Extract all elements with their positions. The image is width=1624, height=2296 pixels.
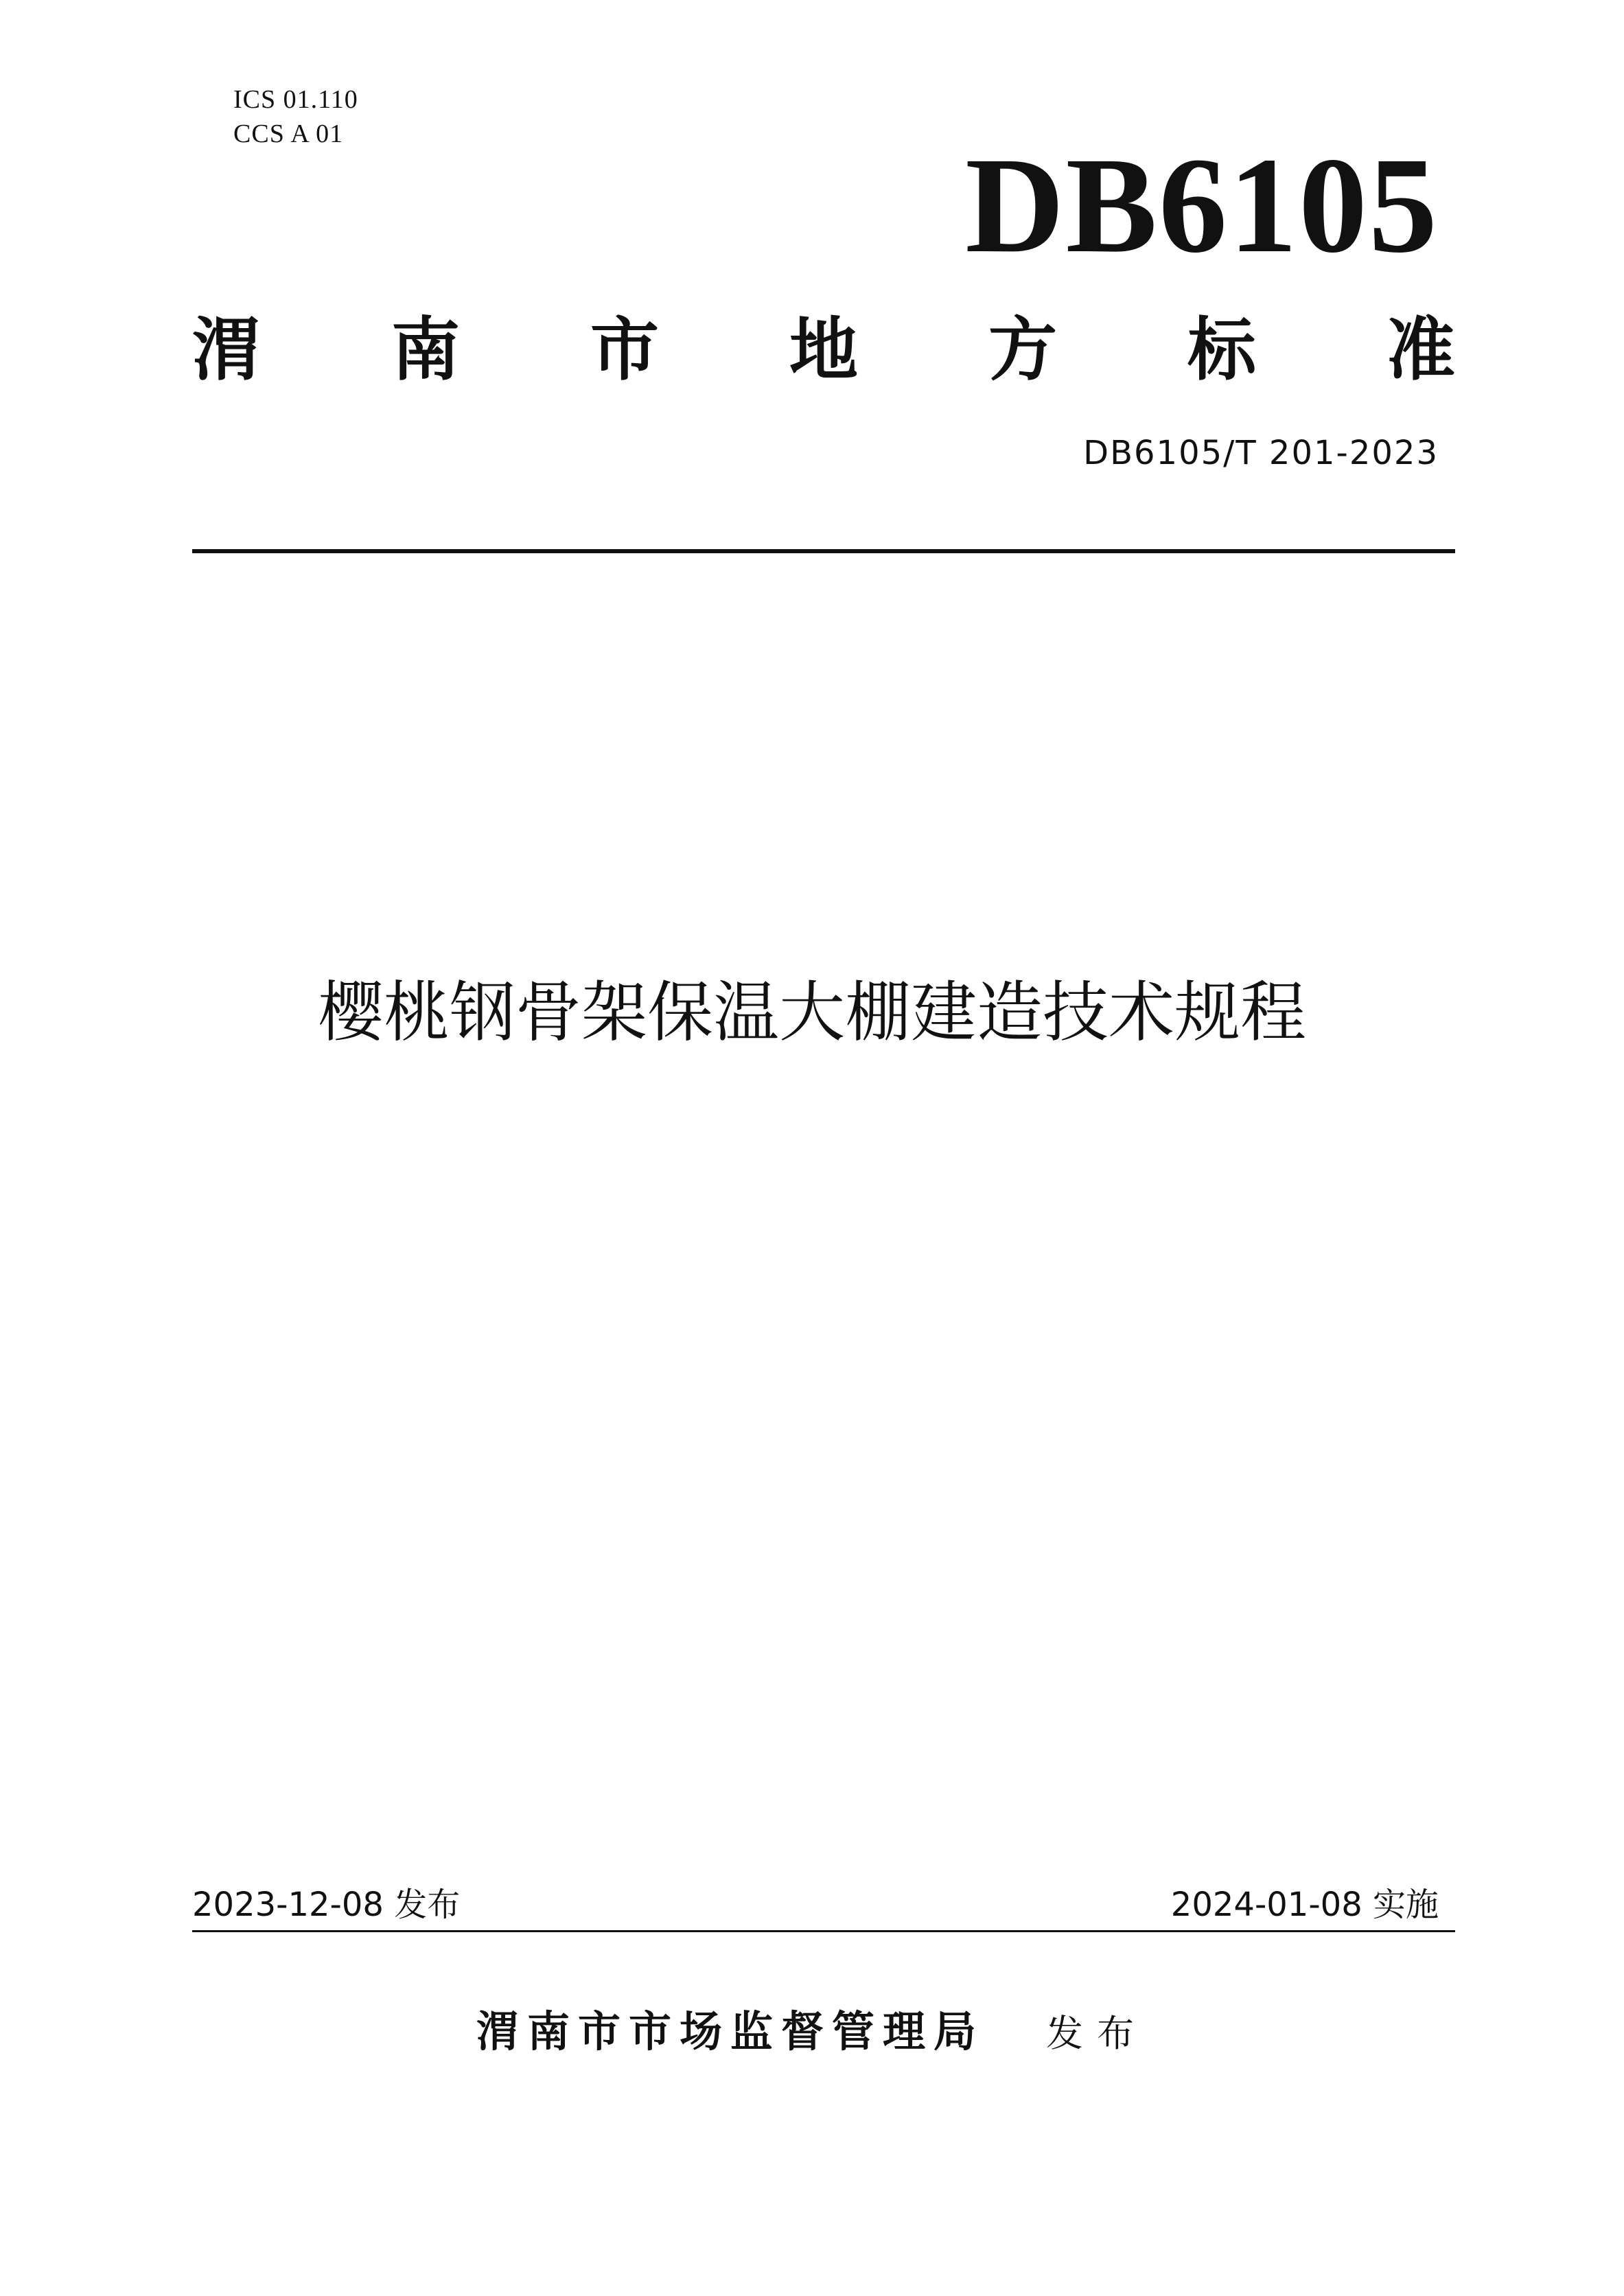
effective-date: 2024-01-08 实施 bbox=[1170, 1886, 1439, 1924]
publish-label: 发布 bbox=[1046, 2012, 1148, 2055]
issue-date: 2023-12-08 发布 bbox=[192, 1886, 461, 1924]
standard-type-title bbox=[192, 305, 1455, 395]
standard-type-char: 地 bbox=[789, 310, 858, 390]
issuer-line bbox=[0, 2004, 1624, 2061]
standard-code: DB6105 bbox=[965, 130, 1439, 281]
header-divider bbox=[192, 549, 1455, 553]
standard-type-char: 方 bbox=[988, 310, 1057, 390]
footer-divider bbox=[192, 1930, 1455, 1932]
standard-type-char: 南 bbox=[391, 310, 460, 390]
standard-number: DB6105/T 201-2023 bbox=[1083, 434, 1439, 472]
ics-code: ICS 01.110 bbox=[233, 85, 358, 114]
standard-type-char: 标 bbox=[1187, 310, 1256, 390]
classification-codes bbox=[233, 82, 358, 151]
standard-type-char: 准 bbox=[1387, 310, 1455, 390]
standard-type-char: 渭 bbox=[192, 310, 261, 390]
issuing-authority: 渭南市市场监督管理局 bbox=[476, 2006, 984, 2056]
ccs-code: CCS A 01 bbox=[233, 119, 344, 148]
document-title: 樱桃钢骨架保温大棚建造技术规程 bbox=[318, 974, 1306, 1051]
standard-type-char: 市 bbox=[590, 310, 659, 390]
